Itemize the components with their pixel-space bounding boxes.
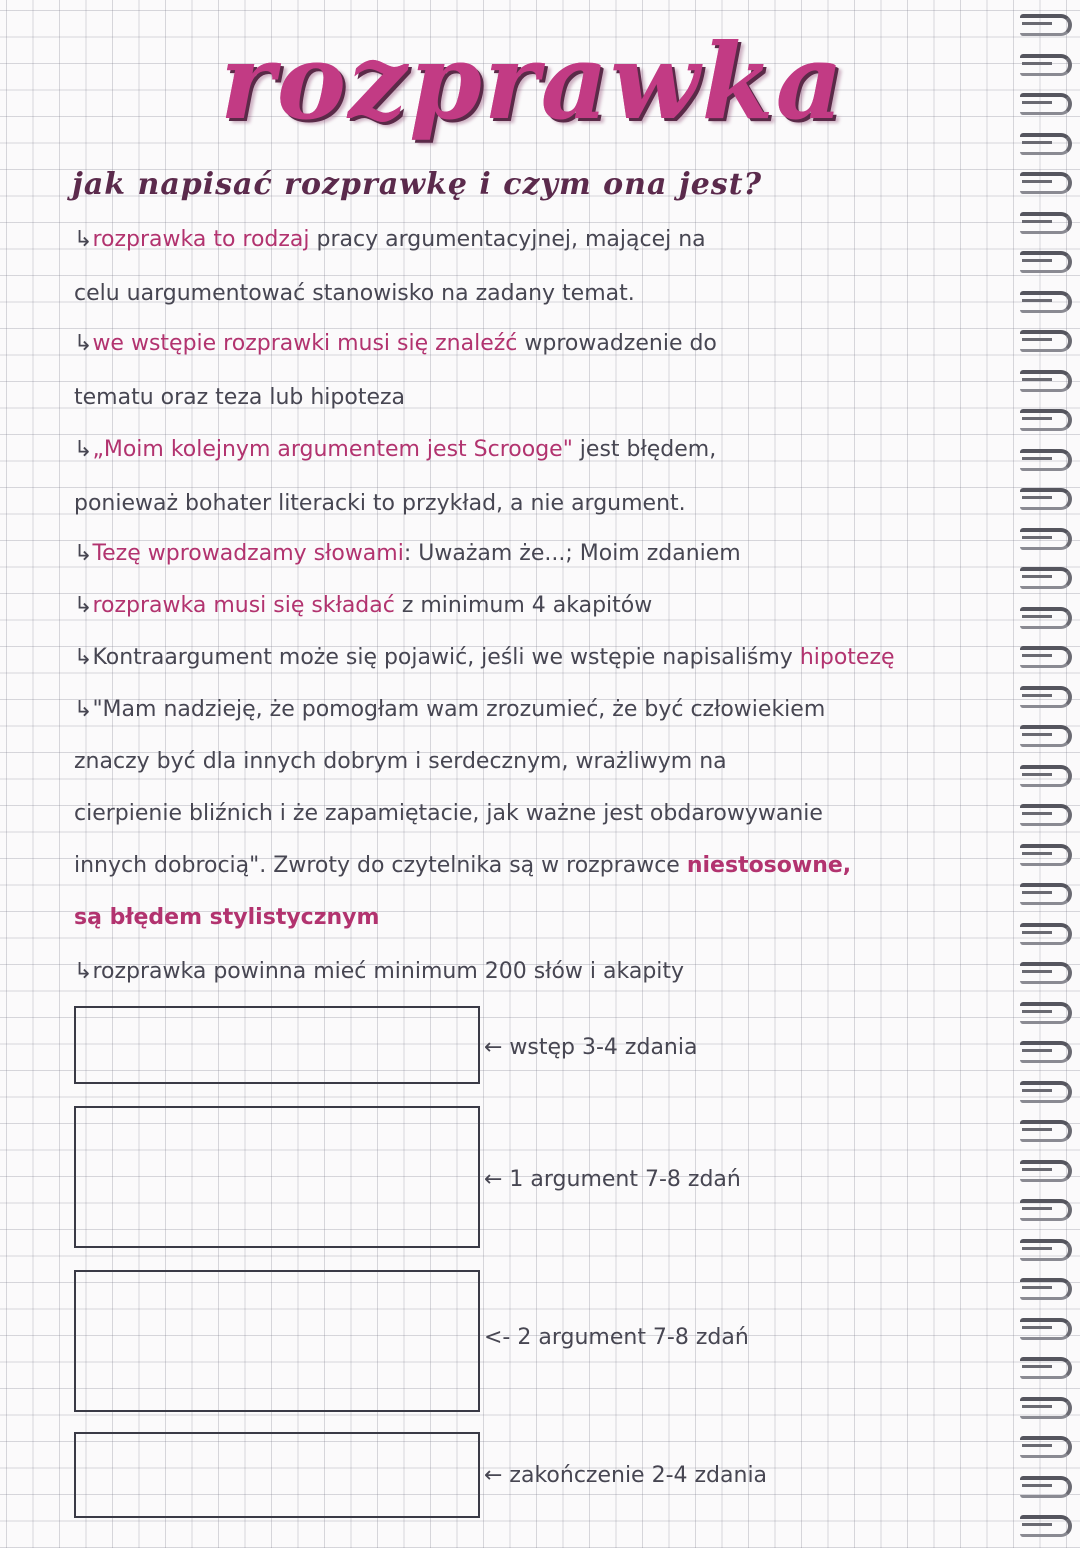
spiral-ring-icon bbox=[1020, 133, 1072, 155]
arrow-icon: ↳ bbox=[74, 645, 93, 670]
spiral-ring-icon bbox=[1020, 251, 1072, 273]
box-wstep bbox=[74, 1006, 480, 1084]
note-line-10: ↳"Mam nadzieję, że pomogłam wam zrozumieć, że być człowiekiem bbox=[74, 697, 826, 722]
spiral-ring-icon bbox=[1020, 1160, 1072, 1182]
spiral-ring-icon bbox=[1020, 1436, 1072, 1458]
spiral-ring-icon bbox=[1020, 962, 1072, 984]
spiral-ring-icon bbox=[1020, 1002, 1072, 1024]
spiral-ring-icon bbox=[1020, 923, 1072, 945]
spiral-ring-icon bbox=[1020, 449, 1072, 471]
spiral-ring-icon bbox=[1020, 1357, 1072, 1379]
note-line-6: ponieważ bohater literacki to przykład, a nie argument. bbox=[74, 491, 686, 516]
spiral-ring-icon bbox=[1020, 528, 1072, 550]
note-line-4: tematu oraz teza lub hipoteza bbox=[74, 385, 406, 410]
arrow-icon: ↳ bbox=[74, 331, 93, 356]
note-line-12: cierpienie bliźnich i że zapamiętacie, jak ważne jest obdarowywanie bbox=[74, 801, 823, 826]
arrow-icon: ↳ bbox=[74, 959, 93, 984]
note-line-1: ↳rozprawka to rodzaj pracy argumentacyjnej, mającej na bbox=[74, 227, 706, 252]
spiral-ring-icon bbox=[1020, 1397, 1072, 1419]
page-title: rozprawka bbox=[220, 22, 880, 142]
spiral-ring-icon bbox=[1020, 686, 1072, 708]
arrow-icon: ↳ bbox=[74, 697, 93, 722]
spiral-ring-icon bbox=[1020, 172, 1072, 194]
note-line-14: są błędem stylistycznym bbox=[74, 905, 380, 930]
arrow-icon: ↳ bbox=[74, 437, 93, 462]
spiral-ring-icon bbox=[1020, 765, 1072, 787]
spiral-ring-icon bbox=[1020, 1515, 1072, 1537]
spiral-ring-icon bbox=[1020, 844, 1072, 866]
spiral-ring-icon bbox=[1020, 370, 1072, 392]
note-line-5: ↳„Moim kolejnym argumentem jest Scrooge" jest błędem, bbox=[74, 437, 717, 462]
box-argument-2 bbox=[74, 1270, 480, 1412]
spiral-ring-icon bbox=[1020, 54, 1072, 76]
note-line-7: ↳Tezę wprowadzamy słowami: Uważam że...; Moim zdaniem bbox=[74, 541, 741, 566]
label-argument-2: <- 2 argument 7-8 zdań bbox=[484, 1325, 749, 1350]
spiral-ring-icon bbox=[1020, 1199, 1072, 1221]
arrow-icon: ↳ bbox=[74, 593, 93, 618]
spiral-ring-icon bbox=[1020, 212, 1072, 234]
label-argument-1: ← 1 argument 7-8 zdań bbox=[484, 1167, 741, 1192]
box-zakonczenie bbox=[74, 1432, 480, 1518]
spiral-ring-icon bbox=[1020, 1278, 1072, 1300]
spiral-binding-icon bbox=[1020, 0, 1080, 1548]
label-zakonczenie: ← zakończenie 2-4 zdania bbox=[484, 1463, 768, 1488]
note-line-3: ↳we wstępie rozprawki musi się znaleźć wprowadzenie do bbox=[74, 331, 717, 356]
spiral-ring-icon bbox=[1020, 93, 1072, 115]
note-line-9: ↳Kontraargument może się pojawić, jeśli we wstępie napisaliśmy hipotezę bbox=[74, 645, 895, 670]
note-line-2: celu uargumentować stanowisko na zadany temat. bbox=[74, 281, 635, 306]
spiral-ring-icon bbox=[1020, 1318, 1072, 1340]
spiral-ring-icon bbox=[1020, 488, 1072, 510]
spiral-ring-icon bbox=[1020, 1239, 1072, 1261]
arrow-icon: ↳ bbox=[74, 541, 93, 566]
spiral-ring-icon bbox=[1020, 804, 1072, 826]
spiral-ring-icon bbox=[1020, 725, 1072, 747]
spiral-ring-icon bbox=[1020, 1081, 1072, 1103]
spiral-ring-icon bbox=[1020, 330, 1072, 352]
spiral-ring-icon bbox=[1020, 1120, 1072, 1142]
arrow-icon: ↳ bbox=[74, 227, 93, 252]
note-line-13: innych dobrocią". Zwroty do czytelnika są w rozprawce niestosowne, bbox=[74, 853, 852, 878]
note-line-15: ↳rozprawka powinna mieć minimum 200 słów i akapity bbox=[74, 959, 685, 984]
spiral-ring-icon bbox=[1020, 14, 1072, 36]
note-line-8: ↳rozprawka musi się składać z minimum 4 akapitów bbox=[74, 593, 653, 618]
spiral-ring-icon bbox=[1020, 883, 1072, 905]
note-line-11: znaczy być dla innych dobrym i serdecznym, wrażliwym na bbox=[74, 749, 727, 774]
spiral-ring-icon bbox=[1020, 1476, 1072, 1498]
box-argument-1 bbox=[74, 1106, 480, 1248]
subtitle-question: jak napisać rozprawkę i czym ona jest? bbox=[72, 167, 763, 202]
label-wstep: ← wstęp 3-4 zdania bbox=[484, 1035, 698, 1060]
spiral-ring-icon bbox=[1020, 409, 1072, 431]
spiral-ring-icon bbox=[1020, 607, 1072, 629]
spiral-ring-icon bbox=[1020, 646, 1072, 668]
spiral-ring-icon bbox=[1020, 291, 1072, 313]
spiral-ring-icon bbox=[1020, 567, 1072, 589]
spiral-ring-icon bbox=[1020, 1041, 1072, 1063]
